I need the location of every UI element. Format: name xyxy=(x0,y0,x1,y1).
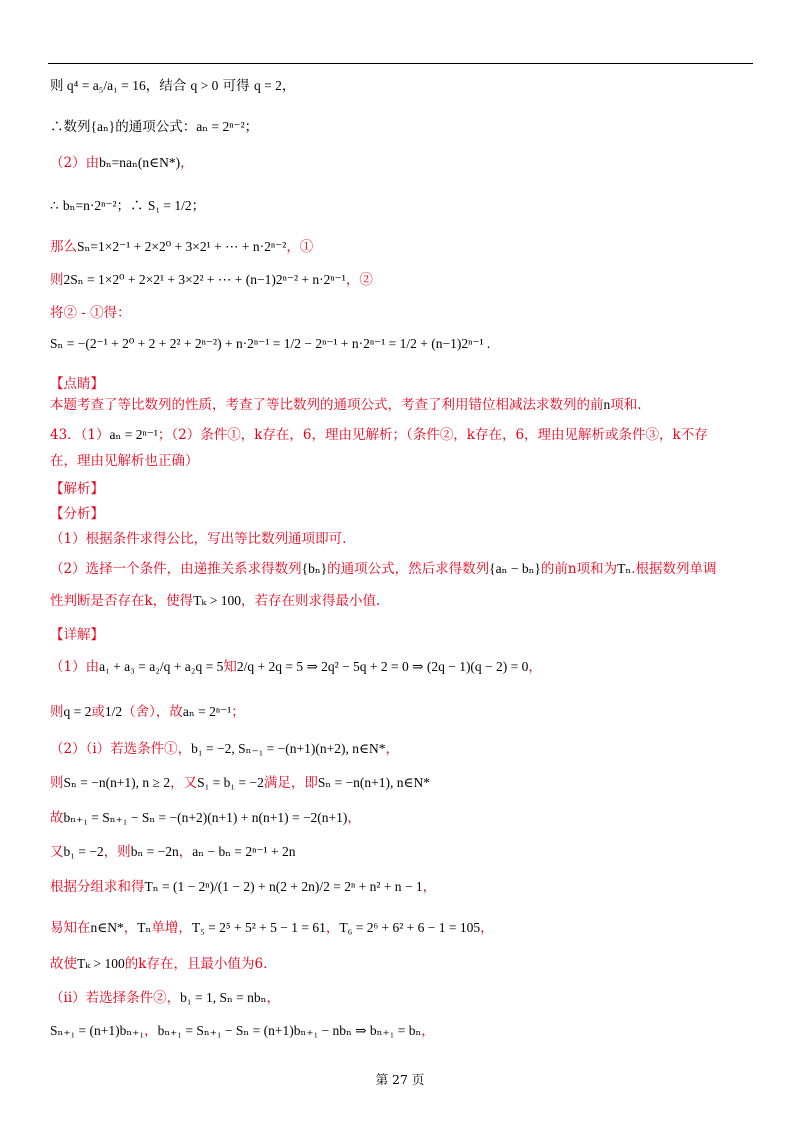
text-segment: 【详解】 xyxy=(50,627,104,643)
text-segment: 的前n项和为 xyxy=(540,561,618,577)
text-segment: （ii）若选择条件②， xyxy=(50,990,181,1006)
text-segment: （1）根据条件求得公比，写出等比数列通项即可. xyxy=(50,531,347,547)
text-segment: ，② xyxy=(345,272,373,288)
text-segment: 的通项公式： xyxy=(115,119,197,135)
text-segment: 知 xyxy=(223,659,237,675)
math-formula: bₙ₊₁ = Sₙ₊₁ − Sₙ = −(n+2)(n+1) + n(n+1) = −2(n+1) xyxy=(63,810,348,825)
text-segment: ， xyxy=(281,78,296,94)
math-formula: T₅ = 2⁵ + 5² + 5 − 1 = 61 xyxy=(191,920,326,935)
math-formula: Sₙ₊₁ = (n+1)bₙ₊₁ xyxy=(50,1023,145,1038)
math-formula: {aₙ} xyxy=(90,119,116,134)
math-formula: Tₖ > 100 xyxy=(193,593,241,608)
math-formula: n∈N* xyxy=(90,920,124,935)
text-line xyxy=(50,529,346,549)
math-formula: S₁ = b₁ = −2 xyxy=(197,775,264,790)
text-segment: 【分析】 xyxy=(50,506,104,522)
text-line xyxy=(50,334,490,354)
text-segment: 可得 xyxy=(218,78,254,94)
math-formula: {bₙ} xyxy=(301,561,328,576)
text-line xyxy=(50,76,295,96)
text-segment: 【解析】 xyxy=(50,481,104,497)
math-formula: b₁ = −2 xyxy=(63,844,104,859)
text-line xyxy=(50,237,313,257)
text-segment: ， xyxy=(347,810,361,826)
text-segment: ， xyxy=(123,920,138,936)
text-segment: （2）选择一个条件，由递推关系求得数列 xyxy=(50,561,302,577)
text-segment: （2）（i）若选条件①， xyxy=(50,741,192,757)
text-segment: ， xyxy=(178,844,193,860)
text-line xyxy=(50,559,717,579)
text-line xyxy=(50,591,380,611)
text-segment: .根据数列单调 xyxy=(631,561,717,577)
math-formula: aₙ = 2ⁿ⁻² xyxy=(196,119,245,134)
text-line xyxy=(50,117,258,137)
text-line xyxy=(50,303,131,323)
text-line xyxy=(50,954,267,974)
math-formula: a₁ + a₃ = a₂/q + a₂q = 5 xyxy=(99,659,224,674)
math-formula: Sₙ = −n(n+1), n∈N* xyxy=(317,775,431,790)
math-formula: S₁ = 1/2 xyxy=(147,198,192,213)
text-segment: ， xyxy=(421,1023,435,1039)
math-formula: bₙ = −2n xyxy=(130,844,179,859)
text-segment: ，结合 xyxy=(145,78,191,94)
math-formula: Sₙ = −n(n+1), n ≥ 2 xyxy=(63,775,171,790)
text-segment: 将② - ①得： xyxy=(50,305,131,321)
math-formula: 2/q + 2q = 5 ⇒ 2q² − 5q + 2 = 0 ⇒ (2q − 1)(q − 2) = 0 xyxy=(236,659,529,674)
header-rule xyxy=(48,63,753,64)
math-formula: aₙ − bₙ = 2ⁿ⁻¹ + 2n xyxy=(192,844,296,859)
text-segment: 易知在 xyxy=(50,920,91,936)
text-line xyxy=(50,842,295,862)
text-line xyxy=(50,808,361,828)
math-formula: bₙ=n·2ⁿ⁻² xyxy=(62,198,117,213)
text-line xyxy=(50,153,194,173)
text-segment: 故使 xyxy=(50,956,77,972)
text-segment: ， xyxy=(144,1023,158,1039)
math-formula: q⁴ = a₅/a₁ = 16 xyxy=(63,78,146,93)
text-segment: ，① xyxy=(286,239,314,255)
text-segment: ，若存在则求得最小值. xyxy=(240,593,381,609)
text-segment: 项和. xyxy=(610,397,642,413)
math-formula: n xyxy=(603,397,611,412)
text-segment: ；∴ xyxy=(116,198,148,214)
text-segment: ； xyxy=(231,704,245,720)
text-segment: 则 xyxy=(50,272,64,288)
text-segment: （舍），故 xyxy=(122,704,183,720)
text-segment: ∴数列 xyxy=(50,119,91,135)
math-formula: Sₙ = −(2⁻¹ + 2⁰ + 2 + 2² + 2ⁿ⁻²) + n·2ⁿ⁻¹ = 1/2 − 2ⁿ⁻¹ + n·2ⁿ⁻¹ = 1/2 + (n−1)2ⁿ⁻¹ . xyxy=(50,336,491,351)
text-segment: 的k存在，且最小值为6. xyxy=(124,956,268,972)
text-segment: 本题考查了等比数列的性质，考查了等比数列的通项公式，考查了利用错位相减法求数列的前 xyxy=(50,397,604,413)
text-line xyxy=(50,374,104,394)
text-segment: 满足，即 xyxy=(263,775,318,791)
math-formula: Tₙ xyxy=(617,561,632,576)
text-segment: ， xyxy=(480,920,494,936)
text-segment: ； xyxy=(244,119,259,135)
text-segment: ，又 xyxy=(170,775,198,791)
math-formula: {aₙ − bₙ} xyxy=(489,561,541,576)
text-line xyxy=(50,1021,435,1041)
math-formula: bₙ=naₙ(n∈N*) xyxy=(99,155,181,170)
text-segment: 单增， xyxy=(151,920,192,936)
text-segment: （2）由 xyxy=(50,155,100,171)
math-formula: T₆ = 2⁶ + 6² + 6 − 1 = 105 xyxy=(339,920,481,935)
text-segment: 或 xyxy=(91,704,105,720)
math-formula: q > 0 xyxy=(190,78,219,93)
text-segment: 【点睛】 xyxy=(50,376,104,392)
text-line xyxy=(50,877,436,897)
text-line xyxy=(50,479,104,499)
text-line xyxy=(50,739,399,759)
text-line xyxy=(50,657,542,677)
math-formula: aₙ = 2ⁿ⁻¹ xyxy=(182,704,232,719)
text-line xyxy=(50,425,708,445)
math-formula: Tₙ = (1 − 2ⁿ)/(1 − 2) + n(2 + 2n)/2 = 2ⁿ + n² + n − 1 xyxy=(144,879,423,894)
text-segment: ， xyxy=(385,741,399,757)
math-formula: Tₖ > 100 xyxy=(77,956,125,971)
text-segment: ， xyxy=(422,879,437,895)
text-segment: 性判断是否存在k，使得 xyxy=(50,593,194,609)
math-formula: Tₙ xyxy=(137,920,152,935)
text-segment: ， xyxy=(180,155,194,171)
text-segment: 又 xyxy=(50,844,64,860)
text-segment: 在，理由见解析也正确） xyxy=(50,453,199,469)
text-segment: 43．（1） xyxy=(50,427,110,443)
text-segment: ， xyxy=(325,920,340,936)
text-line xyxy=(50,196,205,216)
text-segment: ∴ xyxy=(50,198,63,214)
text-segment: ， xyxy=(266,990,281,1006)
text-line xyxy=(50,988,280,1008)
text-line xyxy=(50,773,430,793)
math-formula: 2Sₙ = 1×2⁰ + 2×2¹ + 3×2² + ⋯ + (n−1)2ⁿ⁻² + n·2ⁿ⁻¹ xyxy=(63,272,346,287)
text-segment: 则 xyxy=(50,78,64,94)
math-formula: b₁ = −2, Sₙ₋₁ = −(n+1)(n+2), n∈N* xyxy=(191,741,386,756)
text-segment: ， xyxy=(528,659,542,675)
text-segment: 则 xyxy=(50,775,64,791)
math-formula: q = 2 xyxy=(253,78,282,93)
text-segment: 则 xyxy=(50,704,64,720)
text-segment: 故 xyxy=(50,810,64,826)
text-segment: 的通项公式，然后求得数列 xyxy=(327,561,490,577)
text-segment: ；（2）条件①，k存在，6，理由见解析；（条件②，k存在，6，理由见解析或条件③，k不存 xyxy=(157,427,708,443)
text-line xyxy=(50,702,245,722)
text-line xyxy=(50,270,373,290)
page-number: 第 27 页 xyxy=(375,1072,425,1087)
math-formula: b₁ = 1, Sₙ = nbₙ xyxy=(180,990,267,1005)
math-formula: Sₙ=1×2⁻¹ + 2×2⁰ + 3×2¹ + ⋯ + n·2ⁿ⁻² xyxy=(77,239,287,254)
text-line xyxy=(50,451,199,471)
text-segment: ； xyxy=(191,198,206,214)
text-segment: 那么 xyxy=(50,239,77,255)
math-formula: aₙ = 2ⁿ⁻¹ xyxy=(109,427,158,442)
math-formula: 1/2 xyxy=(104,704,123,719)
text-line xyxy=(50,395,642,415)
text-segment: ，则 xyxy=(103,844,131,860)
text-line xyxy=(50,504,104,524)
math-formula: bₙ₊₁ = Sₙ₊₁ − Sₙ = (n+1)bₙ₊₁ − nbₙ ⇒ bₙ₊₁ = bₙ xyxy=(157,1023,422,1038)
math-formula: q = 2 xyxy=(63,704,92,719)
text-line xyxy=(50,918,494,938)
text-line xyxy=(50,625,104,645)
text-segment: 根据分组求和得 xyxy=(50,879,145,895)
text-segment: （1）由 xyxy=(50,659,100,675)
